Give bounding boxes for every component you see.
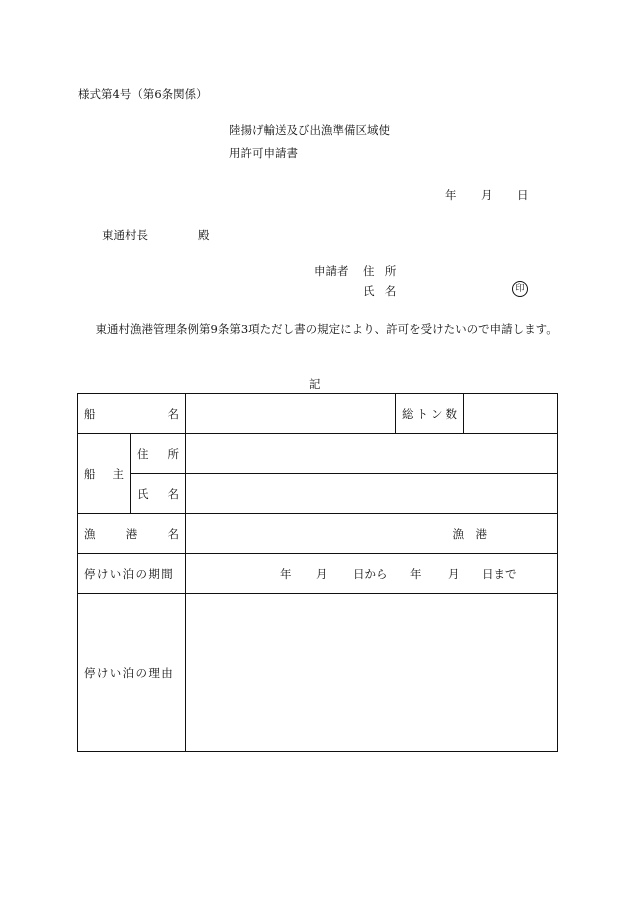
application-form-table	[77, 393, 558, 752]
ship-name-label: 船 名	[78, 394, 186, 434]
document-title-line1: 陸揚げ輸送及び出漁準備区域使	[229, 123, 390, 137]
applicant-label: 申請者	[314, 264, 349, 278]
seal-mark: 印	[512, 281, 528, 297]
ki-heading: 記	[309, 377, 321, 391]
applicant-address-label: 住所	[363, 264, 407, 278]
mooring-reason-label: 停けい泊の理由	[78, 594, 186, 752]
row-mooring-period	[78, 554, 558, 594]
period-end-year: 年	[410, 566, 422, 581]
row-owner-name	[78, 474, 558, 514]
mooring-period-label: 停けい泊の期間	[78, 554, 186, 594]
addressee-honorific: 殿	[198, 228, 210, 242]
date-month: 月	[481, 188, 493, 202]
date-year: 年	[445, 188, 457, 202]
harbor-name-field[interactable]	[186, 514, 558, 554]
owner-name-field[interactable]	[186, 474, 558, 514]
harbor-suffix: 漁 港	[452, 526, 487, 541]
owner-address-label: 住 所	[131, 434, 186, 474]
period-date-range	[192, 566, 551, 582]
mooring-reason-field[interactable]	[186, 594, 558, 752]
period-start-month: 月	[316, 566, 328, 581]
tonnage-field[interactable]	[464, 394, 558, 434]
addressee-name: 東通村長	[102, 228, 148, 242]
row-owner-address	[78, 434, 558, 474]
period-end-month: 月	[448, 566, 460, 581]
tonnage-label: 総 ト ン 数	[396, 394, 464, 434]
owner-name-label: 氏 名	[131, 474, 186, 514]
ship-name-field[interactable]	[186, 394, 396, 434]
row-ship-name	[78, 394, 558, 434]
period-end-day: 日まで	[482, 566, 517, 581]
row-mooring-reason	[78, 594, 558, 752]
owner-address-field[interactable]	[186, 434, 558, 474]
applicant-name-label: 氏名	[363, 284, 407, 298]
document-title-line2: 用許可申請書	[229, 146, 298, 160]
application-statement: 東通村漁港管理条例第9条第3項ただし書の規定により、許可を受けたいので申請します。	[95, 322, 558, 336]
mooring-period-field[interactable]	[186, 554, 558, 594]
period-start-year: 年	[280, 566, 292, 581]
harbor-name-label: 漁 港 名	[78, 514, 186, 554]
owner-label: 船 主	[78, 434, 131, 514]
row-harbor-name	[78, 514, 558, 554]
period-start-day: 日から	[353, 566, 388, 581]
form-number: 様式第4号（第6条関係）	[78, 87, 208, 101]
date-day: 日	[517, 188, 529, 202]
